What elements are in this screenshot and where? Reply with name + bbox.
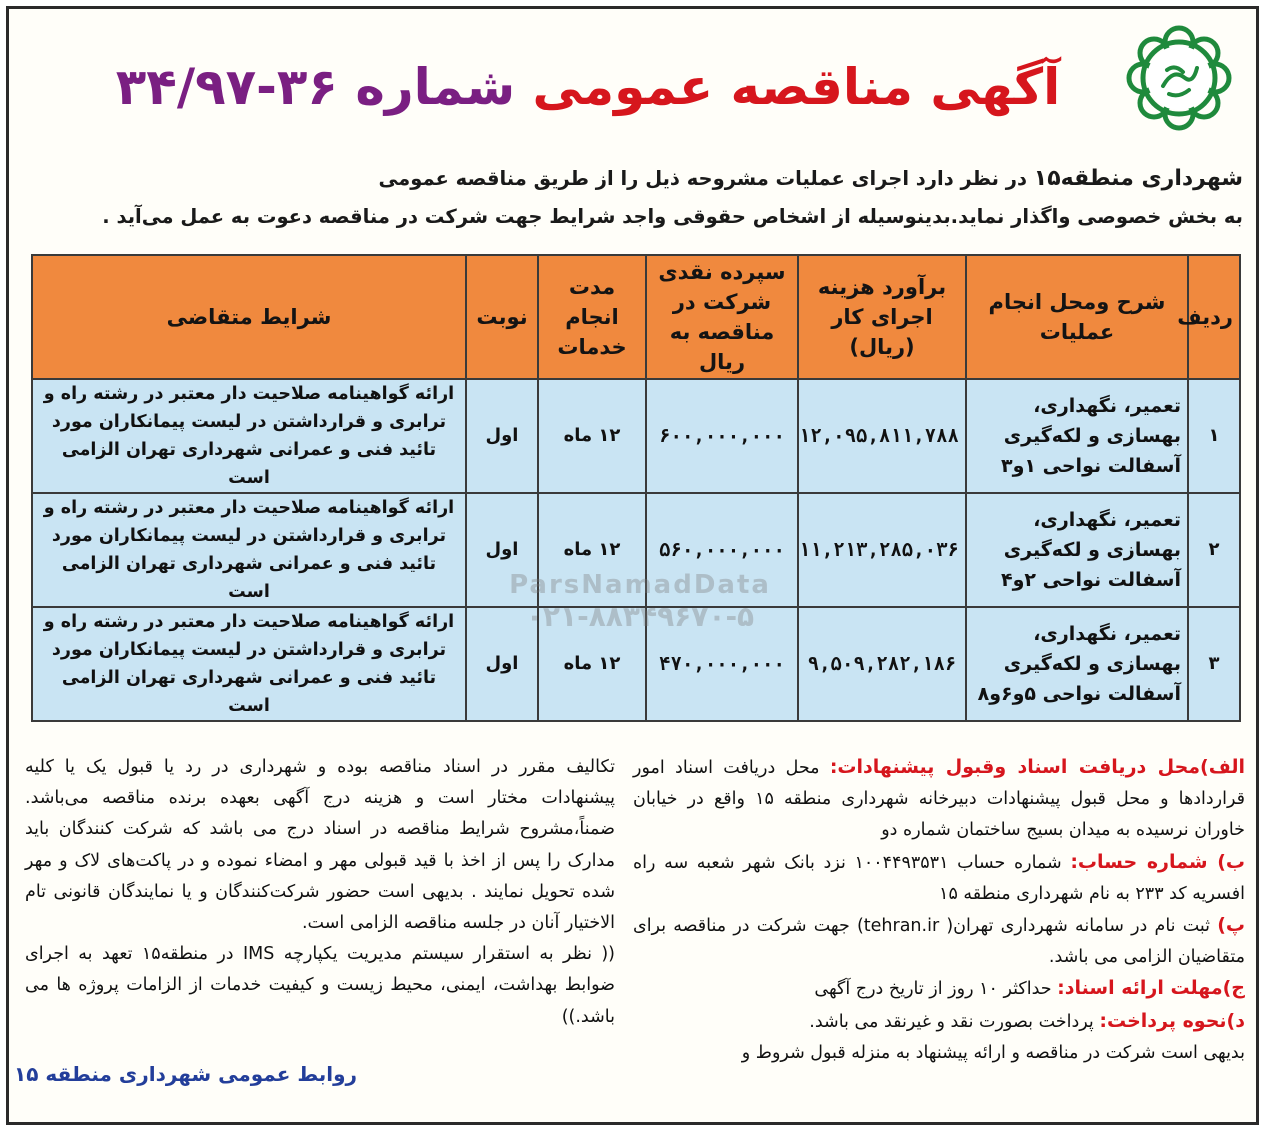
public-relations-signature: روابط عمومی شهرداری منطقه ۱۵: [14, 1062, 358, 1086]
table-header-row: [32, 255, 1240, 379]
cell-estimate: ۹,۵۰۹,۲۸۲,۱۸۶: [798, 607, 966, 721]
header-deposit: سپرده نقدی شرکت در مناقصه به ریال: [646, 255, 798, 379]
detail-j-label: ج)مهلت ارائه اسناد:: [1057, 977, 1245, 1000]
details-left-column: [25, 752, 615, 1033]
cell-deposit: ۵۶۰,۰۰۰,۰۰۰: [646, 493, 798, 607]
table-row: [32, 379, 1240, 493]
left-paragraph-2: (( نظر به استقرار سیستم مدیریت یکپارچه IMS در منطقه۱۵ تعهد به اجرای ضوابط بهداشت، ایمنی، محیط زیست و کیفیت خدمات از الزامات پروژه ها می باشد.)): [25, 944, 615, 1027]
detail-b-text: شماره حساب ۱۰۰۴۴۹۳۵۳۱ نزد بانک شهر شعبه سه راه افسریه کد ۲۳۳ به نام شهرداری منطقه ۱۵: [633, 852, 1245, 904]
detail-a-text: محل دریافت اسناد امور قراردادها و محل قبول پیشنهادات دبیرخانه شهرداری منطقه ۱۵ واقع در خیابان خاوران نرسیده به میدان بسیج ساختمان شماره دو: [633, 758, 1245, 841]
detail-p-text: ثبت نام در سامانه شهرداری تهران( tehran.ir) جهت شرکت در مناقصه برای متقاضیان الزامی می باشد.: [633, 916, 1245, 968]
intro-line-1-rest: در نظر دارد اجرای عملیات مشروحه ذیل را از طریق مناقصه عمومی: [378, 167, 1034, 190]
cell-estimate: ۱۱,۲۱۳,۲۸۵,۰۳۶: [798, 493, 966, 607]
header-row-number: ردیف: [1188, 255, 1240, 379]
watermark-phone: ۰۲۱-۸۸۳۴۹۶۷۰-۵: [525, 600, 755, 633]
detail-b-label: ب) شماره حساب:: [1070, 850, 1245, 873]
cell-deposit: ۴۷۰,۰۰۰,۰۰۰: [646, 607, 798, 721]
detail-b: [633, 847, 1245, 910]
tehran-municipality-logo-icon: [1123, 22, 1235, 134]
header-description: شرح ومحل انجام عملیات: [966, 255, 1188, 379]
detail-d: [633, 1006, 1245, 1038]
cell-duration: ۱۲ ماه: [538, 493, 646, 607]
cell-turn: اول: [466, 493, 538, 607]
table-row: [32, 493, 1240, 607]
detail-p-label: پ): [1217, 914, 1245, 937]
cell-conditions: ارائه گواهینامه صلاحیت دار معتبر در رشته راه و ترابری و قرارداشتن در لیست پیمانکاران مورد تائید فنی و عمرانی شهرداری تهران الزامی است: [32, 379, 466, 493]
cell-deposit: ۶۰۰,۰۰۰,۰۰۰: [646, 379, 798, 493]
header-duration: مدت انجام خدمات: [538, 255, 646, 379]
title-main: آگهی مناقصه عمومی: [532, 58, 1061, 116]
detail-j: [633, 973, 1245, 1005]
header-turn: نوبت: [466, 255, 538, 379]
cell-conditions: ارائه گواهینامه صلاحیت دار معتبر در رشته راه و ترابری و قرارداشتن در لیست پیمانکاران مورد تائید فنی و عمرانی شهرداری تهران الزامی است: [32, 607, 466, 721]
cell-description: تعمیر، نگهداری، بهسازی و لکه‌گیری آسفالت نواحی ۱و۳: [966, 379, 1188, 493]
details-right-column: [633, 752, 1245, 1069]
detail-a: [633, 752, 1245, 847]
intro-line-1: [33, 160, 1243, 198]
table-row: [32, 607, 1240, 721]
title-number: شماره ۳۶-۳۴/۹۷: [115, 58, 516, 116]
cell-conditions: ارائه گواهینامه صلاحیت دار معتبر در رشته راه و ترابری و قرارداشتن در لیست پیمانکاران مورد تائید فنی و عمرانی شهرداری تهران الزامی است: [32, 493, 466, 607]
detail-tail: بدیهی است شرکت در مناقصه و ارائه پیشنهاد به منزله قبول شروط و: [741, 1042, 1245, 1063]
cell-row-number: ۳: [1188, 607, 1240, 721]
cell-description: تعمیر، نگهداری، بهسازی و لکه‌گیری آسفالت نواحی ۵و۶و۸: [966, 607, 1188, 721]
detail-a-label: الف)محل دریافت اسناد وقبول پیشنهادات:: [829, 756, 1245, 778]
cell-turn: اول: [466, 607, 538, 721]
cell-row-number: ۲: [1188, 493, 1240, 607]
cell-turn: اول: [466, 379, 538, 493]
tender-table: [31, 254, 1241, 722]
detail-d-text: پرداخت بصورت نقد و غیرنقد می باشد.: [809, 1011, 1100, 1032]
detail-p: [633, 910, 1245, 973]
watermark-brand: ParsNamadData: [509, 570, 771, 600]
cell-description: تعمیر، نگهداری، بهسازی و لکه‌گیری آسفالت نواحی ۲و۴: [966, 493, 1188, 607]
detail-j-text: حداکثر ۱۰ روز از تاریخ درج آگهی: [814, 979, 1058, 1000]
cell-estimate: ۱۲,۰۹۵,۸۱۱,۷۸۸: [798, 379, 966, 493]
organization-name: شهرداری منطقه۱۵: [1033, 166, 1243, 191]
cell-duration: ۱۲ ماه: [538, 379, 646, 493]
intro-text: [33, 160, 1243, 236]
advertisement-page: [14, 12, 1253, 1120]
advertisement-title: [68, 52, 1108, 122]
left-paragraph-1: تکالیف مقرر در اسناد مناقصه بوده و شهرداری در رد یا قبول یک یا کلیه پیشنهادات مختار است و هزینه درج آگهی بعهده برنده مناقصه می‌باشد. ضمناً،مشروح شرایط مناقصه در اسناد درج می باشد که شرکت کنندگان باید مدارک را پس از اخذ با قید قبولی مهر و امضاء نموده و در پاکت‌های لاک و مهر شده تحویل نمایند . بدیهی است حضور شرکت‌کنندگان و یا نمایندگان قانونی تام الاختیار آنان در جلسه مناقصه الزامی است.: [25, 757, 615, 934]
header-conditions: شرایط متقاضی: [32, 255, 466, 379]
header: [14, 12, 1253, 147]
cell-duration: ۱۲ ماه: [538, 607, 646, 721]
cell-row-number: ۱: [1188, 379, 1240, 493]
header-estimate: برآورد هزینه اجرای کار (ریال): [798, 255, 966, 379]
intro-line-2: به بخش خصوصی واگذار نماید.بدینوسیله از اشخاص حقوقی واجد شرایط جهت شرکت در مناقصه دعوت به عمل می‌آید .: [102, 205, 1243, 228]
detail-d-label: د)نحوه پرداخت:: [1099, 1009, 1245, 1032]
